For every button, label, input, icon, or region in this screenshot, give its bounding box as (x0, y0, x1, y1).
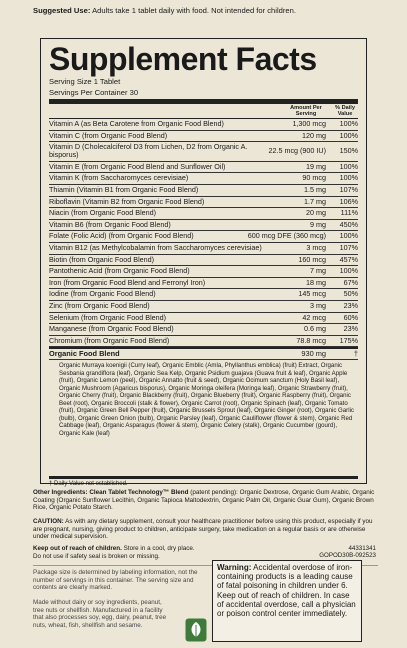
nutrient-dv: 60% (343, 312, 358, 322)
nutrient-name: Chromium (from Organic Food Blend) (49, 335, 170, 345)
nutrient-amount: 22.5 mcg (900 IU) (268, 145, 326, 155)
nutrient-amount: 0.6 mg (304, 324, 326, 334)
blend-header-row (49, 347, 358, 360)
nutrient-row (49, 220, 358, 232)
caution-text: As with any dietary supplement, consult your healthcare practitioner before using this product, especially if you are pregnant, nursing, giving product to children, anticipate surgery, take medication on a regular basis or are otherwise under medical supervision. (33, 518, 373, 540)
nutrient-amount: 120 mg (302, 130, 326, 140)
nutrient-name: Vitamin A (as Beta Carotene from Organic Food Blend) (49, 119, 224, 128)
nutrient-row (49, 119, 358, 131)
nutrient-amount: 7 mg (310, 266, 326, 276)
nutrient-row (49, 266, 358, 278)
warning-text: Accidental overdose of iron-containing products is a leading cause of fatal poisoning in children under 6. Keep out of reach of children. In case of accidental overdose, call a physician or poison control center immediately. (217, 563, 356, 619)
nutrient-amount: 1.5 mg (304, 184, 326, 194)
nutrient-dv: 150% (339, 145, 358, 155)
nutrient-dv: 67% (343, 277, 358, 287)
nutrient-amount: 9 mg (310, 219, 326, 229)
nutrient-name: Zinc (from Organic Food Blend) (49, 300, 150, 310)
nutrient-amount: 1,300 mcg (292, 119, 326, 128)
other-ingredients (33, 489, 378, 512)
nutrient-amount: 19 mg (306, 161, 326, 171)
nutrient-amount: 42 mcg (302, 312, 326, 322)
caution (33, 518, 378, 541)
keep-out-of-reach (33, 545, 273, 560)
caution-label: CAUTION: (33, 518, 64, 525)
product-code-1: 44331341 (348, 545, 376, 552)
column-header (49, 104, 358, 119)
nutrient-dv: 23% (343, 324, 358, 334)
nutrient-name: Vitamin D (Cholecalciferol D3 from Lichen, D2 from Organic A. bisporus) (49, 142, 248, 160)
nutrient-dv: 100% (339, 119, 358, 128)
nutrient-amount: 145 mcg (298, 289, 326, 299)
nutrient-name: Thiamin (Vitamin B1 from Organic Food Blend) (49, 184, 199, 194)
package-note: Package size is determined by labeling information, not the number of servings in this container. The serving size and contents are clearly marked. (33, 569, 198, 591)
nutrient-name: Selenium (from Organic Food Blend) (49, 312, 167, 322)
nutrient-row (49, 243, 358, 255)
other-ingredients-text: (patent pending): Organic Dextrose, Organic Gum Arabic, Organic Coating (Organic Sunflower Lecithin, Organic Tapioca Maltodextrin, Organic Palm Oil, Organic Guar Gum), Organic Brown Rice, Organic Potato Starch. (33, 489, 375, 511)
warning-label: Warning: (217, 563, 252, 572)
nutrient-row (49, 324, 358, 336)
nutrient-dv: 175% (339, 335, 358, 345)
servings-per-container: Servings Per Container 30 (49, 87, 139, 97)
panel-title: Supplement Facts (49, 41, 317, 77)
nutrient-row (49, 301, 358, 313)
nutrient-row (49, 142, 358, 162)
nutrient-dv: 107% (339, 242, 358, 252)
nutrient-name: Biotin (from Organic Food Blend) (49, 254, 155, 264)
nutrient-row (49, 255, 358, 267)
nutrient-amount: 600 mcg DFE (360 mcg) (247, 231, 326, 241)
nutrient-name: Manganese (from Organic Food Blend) (49, 324, 174, 334)
nutrient-table (49, 119, 358, 347)
keep-out-label: Keep out of reach of children. (33, 545, 122, 552)
nutrient-name: Vitamin K (from Saccharomyces cerevisiae) (49, 173, 189, 183)
nutrient-amount: 1.7 mg (304, 196, 326, 206)
nutrient-row (49, 208, 358, 220)
nutrient-dv: 100% (339, 266, 358, 276)
nutrient-amount: 78.8 mcg (296, 335, 326, 345)
suggested-use-label: Suggested Use: (33, 6, 91, 15)
vegan-leaf-icon (185, 618, 207, 642)
nutrient-name: Niacin (from Organic Food Blend) (49, 208, 157, 218)
col-amount-header: Amount Per Serving (290, 105, 322, 117)
nutrient-name: Vitamin E (from Organic Food Blend and Sunflower Oil) (49, 161, 226, 171)
nutrient-dv: 100% (339, 130, 358, 140)
nutrient-name: Pantothenic Acid (from Organic Food Blend) (49, 266, 190, 276)
suggested-use (33, 6, 393, 15)
nutrient-row (49, 278, 358, 290)
nutrient-name: Vitamin B6 (from Organic Food Blend) (49, 219, 171, 229)
nutrient-amount: 3 mcg (306, 242, 326, 252)
blend-amount: 930 mg (301, 349, 326, 359)
supplement-facts-panel (40, 38, 367, 488)
product-codes (300, 545, 376, 560)
other-ingredients-label: Other Ingredients: Clean Tablet Technology™ Blend (33, 489, 189, 496)
safety-seal-text: Do not use if safety seal is broken or missing. (33, 552, 160, 560)
nutrient-name: Iron (from Organic Food Blend and Ferronyl Iron) (49, 277, 206, 287)
nutrient-dv: 23% (343, 300, 358, 310)
nutrient-row (49, 197, 358, 209)
product-code-2: GOPOD30B-092523 (319, 552, 376, 560)
nutrient-name: Riboflavin (Vitamin B2 from Organic Food Blend) (49, 196, 205, 206)
dv-footnote: † Daily Value not established. (49, 481, 128, 488)
blend-ingredients: Organic Murraya koenigii (Curry leaf), Organic Emblic (Amla, Phyllanthus emblica) (fruit) Extract, Organic Sesbania grandiflora (leaf), Organic Sea Kelp, Organic Psidium guajava (Guava fruit & leaf), Organic Apple (fruit), Organic Lemon (peel), Organic Annatto (fruit & seed), Organic Ocimum sanctum (Holy Basil leaf), Organic Mushroom (Agaricus bisporus), Organic Moringa oleifera (Moringa leaf), Organic Strawberry (fruit), Organic Cherry (fruit), Organic Blackberry (fruit), Organic Blueberry (fruit), Organic Raspberry (fruit), Organic Beet (root), Organic Broccoli (stalk & flower), Organic Carrot (root), Organic Spinach (leaf), Organic Tomato (fruit), Organic Green Bell Pepper (fruit), Organic Brussels Sprout (leaf), Organic Ginger (root), Organic Garlic (bulb), Organic Green Onion (bulb), Organic Parsley (leaf), Organic Cauliflower (flower & stem), Organic Red Cabbage (leaf), Organic Asparagus (flower & stem), Organic Celery (stalk), Organic Cucumber (gourd), Organic Kale (leaf) (49, 360, 358, 479)
nutrient-name: Folate (Folic Acid) (from Organic Food Blend) (49, 231, 194, 241)
blend-dv: † (353, 349, 358, 359)
iron-warning-box (212, 560, 362, 642)
nutrient-amount: 90 mcg (302, 173, 326, 183)
nutrient-name: Vitamin C (from Organic Food Blend) (49, 130, 168, 140)
nutrient-row (49, 313, 358, 325)
nutrient-dv: 457% (339, 254, 358, 264)
nutrient-row (49, 162, 358, 174)
serving-size: Serving Size 1 Tablet (49, 77, 121, 86)
nutrient-name: Vitamin B12 (as Methylcobalamin from Saccharomyces cerevisiae) (49, 242, 262, 252)
nutrient-amount: 18 mg (306, 277, 326, 287)
nutrient-dv: 111% (340, 208, 358, 218)
col-dv-header: % Daily Value (335, 105, 355, 117)
nutrient-row (49, 173, 358, 185)
nutrient-dv: 106% (339, 196, 358, 206)
nutrient-dv: 100% (339, 231, 358, 241)
nutrient-row (49, 231, 358, 243)
nutrient-dv: 107% (339, 184, 358, 194)
nutrient-amount: 3 mg (310, 300, 326, 310)
nutrient-amount: 160 mcg (298, 254, 326, 264)
nutrient-row (49, 131, 358, 143)
keep-out-text: Store in a cool, dry place. (121, 545, 195, 552)
nutrient-row (49, 185, 358, 197)
nutrient-row (49, 289, 358, 301)
blend-name: Organic Food Blend (49, 349, 120, 359)
nutrient-name: Iodine (from Organic Food Blend) (49, 289, 156, 299)
nutrient-dv: 100% (339, 173, 358, 183)
nutrient-dv: 100% (339, 161, 358, 171)
nutrient-amount: 20 mg (306, 208, 326, 218)
nutrient-dv: 50% (343, 289, 358, 299)
nutrient-dv: 450% (339, 219, 358, 229)
suggested-use-text: Adults take 1 tablet daily with food. Not intended for children. (90, 6, 296, 15)
nutrient-row (49, 336, 358, 348)
allergen-note: Made without dairy or soy ingredients, peanut, tree nuts or shellfish. Manufactured in a facility that also processes soy, egg, dairy, peanut, tree nuts, wheat, fish, shellfish and sesame. (33, 599, 167, 629)
